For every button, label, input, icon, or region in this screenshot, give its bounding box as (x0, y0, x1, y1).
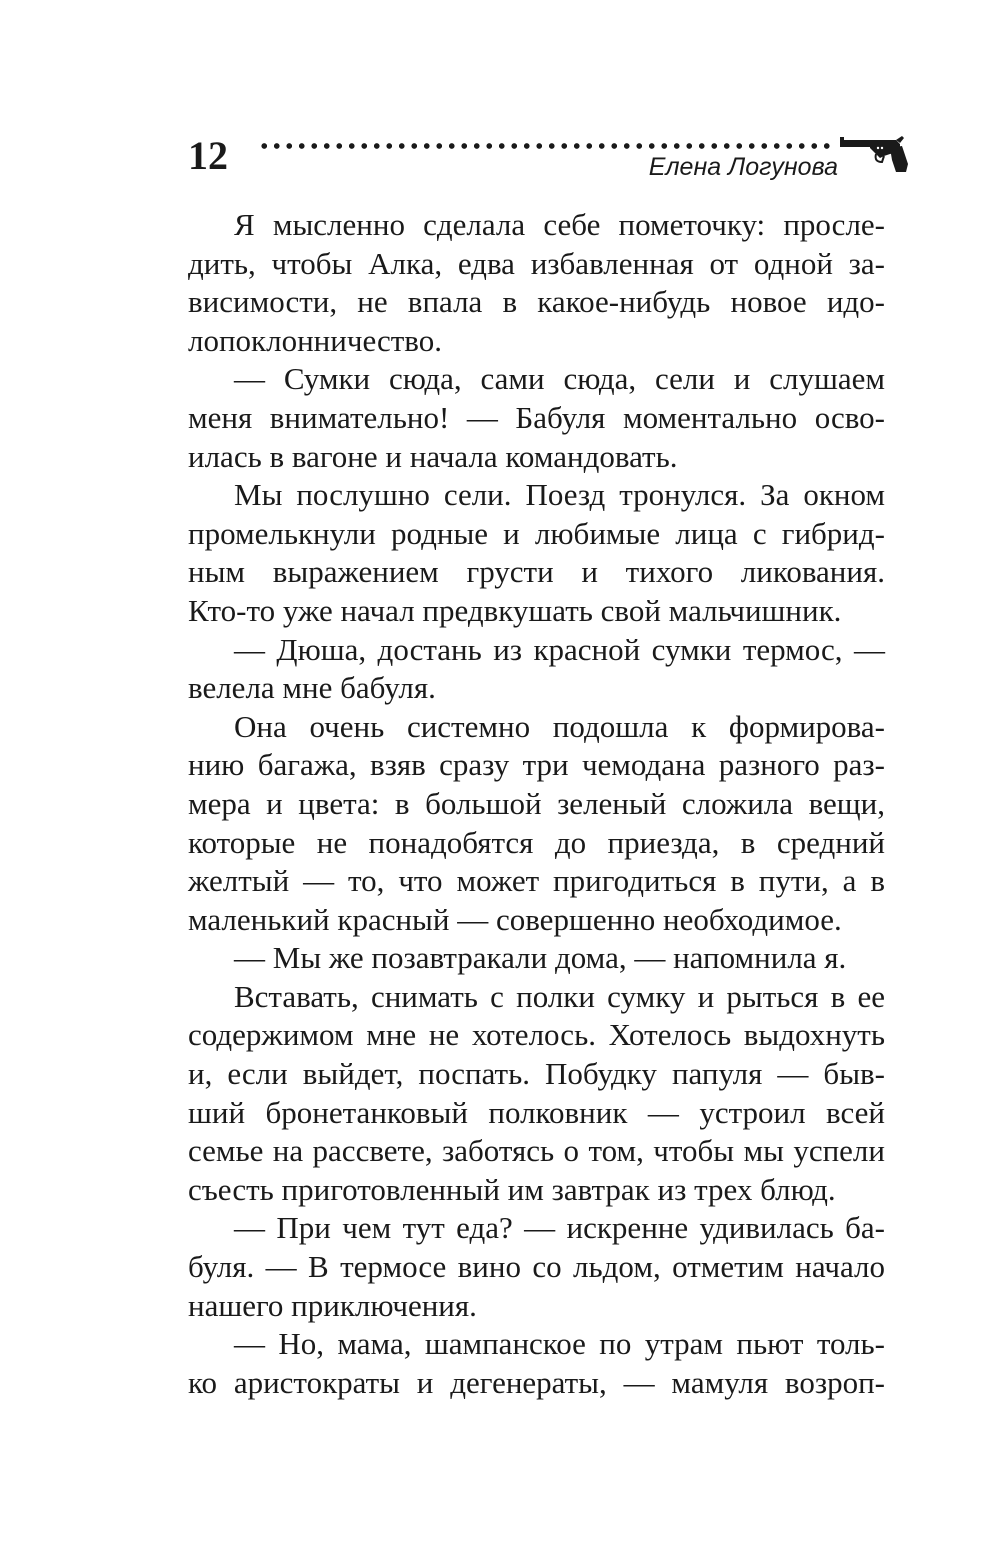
text-line: промелькнули родные и любимые лица с гибрид- (188, 515, 885, 551)
paragraph (188, 1325, 885, 1402)
text-line: Кто-то уже начал предвкушать свой мальчишник. (188, 592, 842, 628)
text-line: желтый — то, что может пригодиться в пути, а в (188, 863, 885, 899)
text-line: Она очень системно подошла к формирова- (234, 708, 885, 744)
text-line: — Дюша, достань из красной сумки термос, — (234, 631, 885, 667)
paragraph (188, 360, 885, 476)
paragraph (188, 631, 885, 708)
text-line: — Мы же позавтракали дома, — напомнила я. (234, 940, 847, 976)
text-line: — При чем тут еда? — искренне удивилась ба- (234, 1210, 885, 1246)
text-line: меня внимательно! — Бабуля моментально осво- (188, 399, 885, 435)
text-line: Я мысленно сделала себе пометочку: просле- (234, 207, 885, 242)
paragraph (188, 476, 885, 630)
text-line: и, если выйдет, поспать. Побудку папуля — быв- (188, 1056, 885, 1092)
dotted-leader (258, 142, 830, 150)
text-line: Вставать, снимать с полки сумку и рыться в ее (234, 978, 885, 1014)
body-text (188, 206, 885, 1402)
revolver-icon (840, 134, 910, 174)
text-line: ко аристократы и дегенераты, — мамуля возроп- (188, 1364, 885, 1400)
paragraph (188, 978, 885, 1210)
paragraph (188, 708, 885, 940)
page-number: 12 (188, 133, 228, 178)
text-line: которые не понадобятся до приезда, в средний (188, 824, 885, 860)
paragraph (188, 939, 885, 978)
text-line: съесть приготовленный им завтрак из трех блюд. (188, 1171, 836, 1207)
text-line: — Сумки сюда, сами сюда, сели и слушаем (234, 361, 885, 397)
running-header (188, 128, 910, 188)
text-line: дить, чтобы Алка, едва избавленная от одной за- (188, 245, 885, 281)
text-line: Мы послушно сели. Поезд тронулся. За окном (234, 477, 885, 513)
text-line: — Но, мама, шампанское по утрам пьют толь- (234, 1326, 885, 1362)
text-line: содержимом мне не хотелось. Хотелось выдохнуть (188, 1017, 885, 1053)
paragraph (188, 206, 885, 360)
paragraph (188, 1209, 885, 1325)
text-line: буля. — В термосе вино со льдом, отметим начало (188, 1249, 885, 1285)
text-line: илась в вагоне и начала командовать. (188, 438, 678, 474)
text-line: ший бронетанковый полковник — устроил всей (188, 1094, 885, 1130)
text-line: мера и цвета: в большой зеленый сложила вещи, (188, 785, 885, 821)
text-line: велела мне бабуля. (188, 670, 436, 706)
text-line: семье на рассвете, заботясь о том, чтобы мы успели (188, 1133, 885, 1169)
text-line: нашего приключения. (188, 1287, 477, 1323)
text-line: лопоклонничество. (188, 322, 442, 358)
text-line: маленький красный — совершенно необходимое. (188, 901, 842, 937)
text-line: нию багажа, взяв сразу три чемодана разного раз- (188, 747, 885, 783)
author-name: Елена Логунова (648, 153, 838, 181)
text-line: висимости, не впала в какое-нибудь новое идо- (188, 284, 885, 320)
text-line: ным выражением грусти и тихого ликования. (188, 554, 885, 590)
